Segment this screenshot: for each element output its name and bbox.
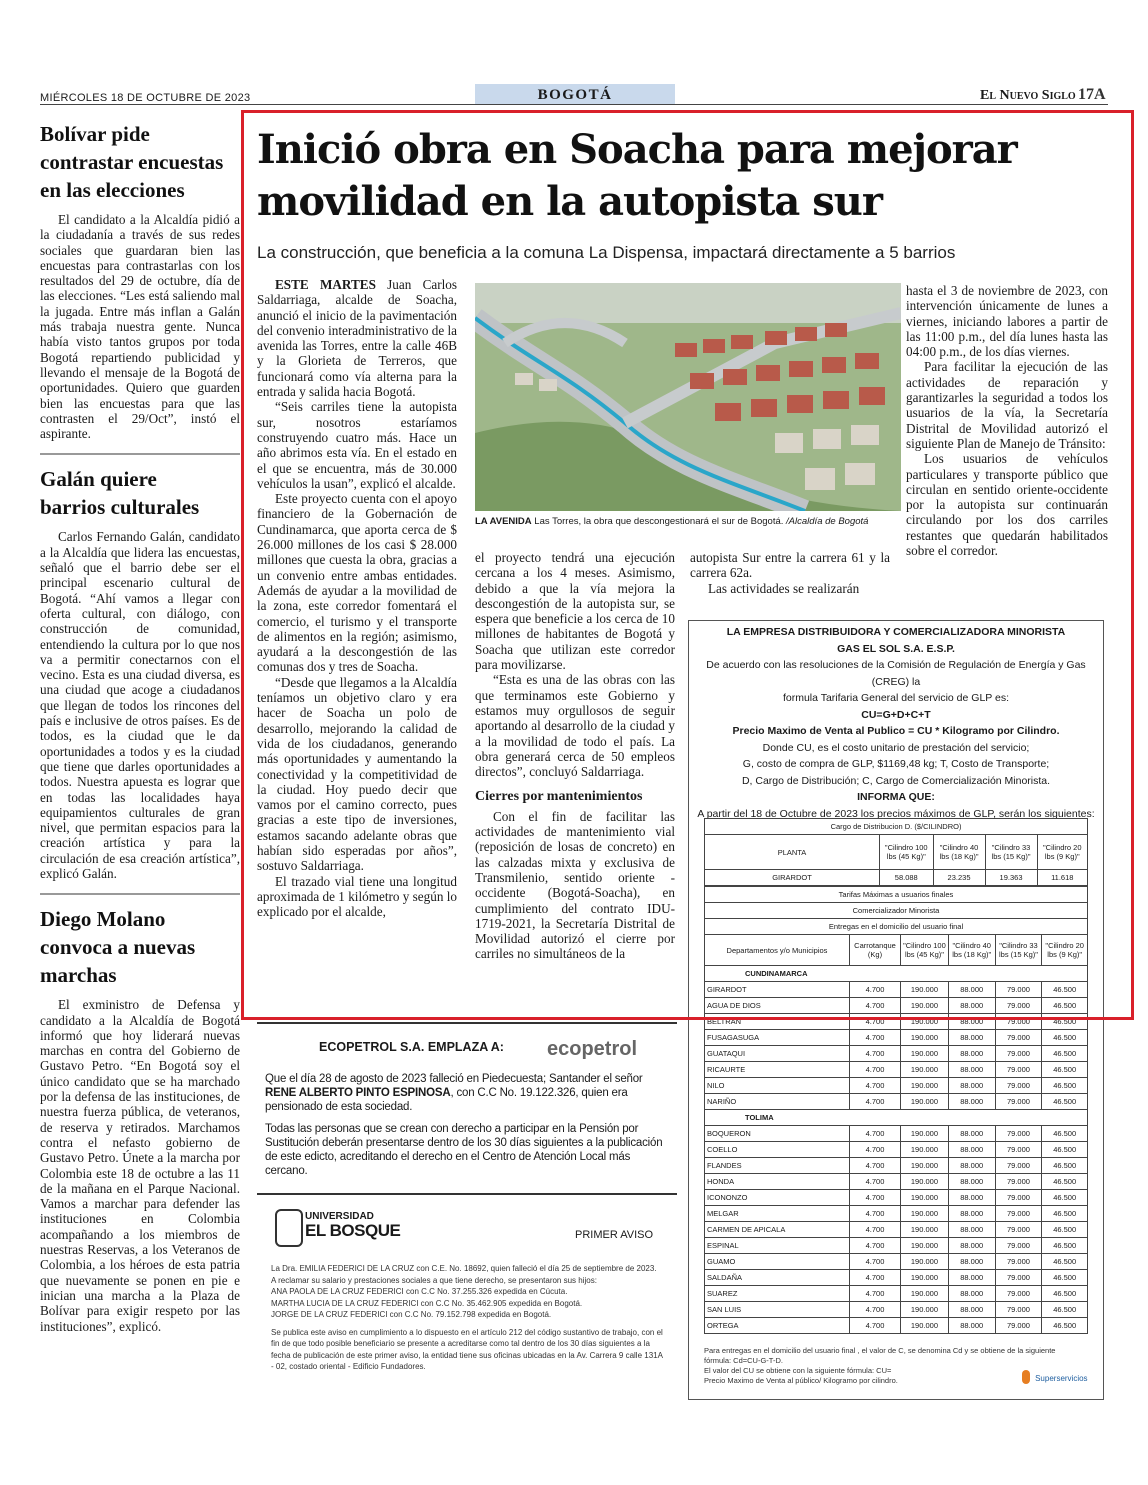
municipality-cell: NARIÑO xyxy=(705,1094,850,1110)
price-cell: 46.500 xyxy=(1042,1190,1088,1206)
price-cell: 79.000 xyxy=(995,1190,1042,1206)
superservicios-logo: Superservicios xyxy=(1022,1366,1088,1385)
table-row xyxy=(705,1318,1088,1334)
municipality-cell: GUAMO xyxy=(705,1254,850,1270)
price-cell: 79.000 xyxy=(995,1158,1042,1174)
main-deck: La construcción, que beneficia a la comuna La Dispensa, impactará directamente a 5 barrios xyxy=(257,243,956,262)
price-cell: 88.000 xyxy=(948,982,995,998)
price-cell: 46.500 xyxy=(1042,1302,1088,1318)
price-cell: 190.000 xyxy=(901,1286,949,1302)
table-row xyxy=(705,1238,1088,1254)
price-cell: 46.500 xyxy=(1042,1270,1088,1286)
price-cell: 46.500 xyxy=(1042,1222,1088,1238)
price-cell: 88.000 xyxy=(948,1270,995,1286)
table-row xyxy=(705,1158,1088,1174)
price-cell: 88.000 xyxy=(948,1158,995,1174)
price-cell: 88.000 xyxy=(948,1142,995,1158)
price-cell: 79.000 xyxy=(995,1014,1042,1030)
price-cell: 4.700 xyxy=(850,998,901,1014)
price-cell: 88.000 xyxy=(948,1254,995,1270)
price-cell: 79.000 xyxy=(995,1286,1042,1302)
photo-caption: LA AVENIDA Las Torres, la obra que descongestionará el sur de Bogotá. /Alcaldía de Bogotá xyxy=(475,516,869,527)
municipality-cell: SALDAÑA xyxy=(705,1270,850,1286)
price-cell: 46.500 xyxy=(1042,1014,1088,1030)
price-cell: 190.000 xyxy=(901,1238,949,1254)
superservicios-icon xyxy=(1022,1370,1030,1384)
distribution-charge-table: Cargo de Distribucion D. ($/CILINDRO) PLANTA "Cilindro 100 lbs (45 Kg)" "Cilindro 40 lbs (18 Kg)" "Cilindro 33 lbs (15 Kg)" "Cilindro 20 lbs (9 Kg)" GIRARDOT 58.088 23.235 19.363 11.618 xyxy=(704,818,1088,886)
price-cell: 190.000 xyxy=(901,1142,949,1158)
gas-notice-footnote: Para entregas en el domicilio del usuario final , el valor de C, se denomina Cd y se obtiene de la siguiente fórmula: Cd=CU-G-T-D. El valor del CU se obtiene con la siguiente fórmula: CU= Precio Maximo de Venta al público/ Kilogramo por cilindro. xyxy=(704,1346,1056,1385)
price-cell: 4.700 xyxy=(850,1190,901,1206)
main-col-3: autopista Sur entre la carrera 61 y la carrera 62a. Las actividades se realizarán xyxy=(690,550,890,596)
price-cell: 4.700 xyxy=(850,1142,901,1158)
highlight-frame xyxy=(241,110,1134,1020)
ecopetrol-notice xyxy=(257,1022,677,1189)
price-cell: 79.000 xyxy=(995,998,1042,1014)
price-cell: 88.000 xyxy=(948,1238,995,1254)
municipality-cell: BELTRAN xyxy=(705,1014,850,1030)
price-cell: 190.000 xyxy=(901,1158,949,1174)
price-cell: 190.000 xyxy=(901,998,949,1014)
price-cell: 79.000 xyxy=(995,982,1042,998)
el-bosque-notice: UNIVERSIDAD EL BOSQUE PRIMER AVISO La Dra. EMILIA FEDERICI DE LA CRUZ con C.E. No. 18692, quien falleció el día 25 de septiembre de 2023. A reclamar su salario y prestaciones sociales a que tiene derecho, se presentaron sus hijos: ANA PAOLA DE LA CRUZ FEDERICI con C.C No. 37.255.326 expedida en Cúcuta. MARTHA LUCIA DE LA CRUZ FEDERICI con C.C No. 35.462.905 expedida en Bogotá. JORGE DE LA CRUZ FEDERICI con C.C No. 79.152.798 expedida en Bogotá. Se publica este aviso en cumplimiento a lo dispuesto en el artículo 212 del código sustantivo de trabajo, con el fin de que todo posible beneficiario se presente a acreditarse como tal dentro de los 30 días siguientes a la fecha de publicación de este primer aviso, la entidad tiene sus oficinas ubicadas en la Av. Carrera 9 calle 131A - 02, costado oriental - Edificio Fundadores. xyxy=(257,1193,677,1405)
price-cell: 190.000 xyxy=(901,1190,949,1206)
table-row xyxy=(705,1254,1088,1270)
el-bosque-body: La Dra. EMILIA FEDERICI DE LA CRUZ con C.E. No. 18692, quien falleció el día 25 de septiembre de 2023. A reclamar su salario y prestaciones sociales a que tiene derecho, se presentaron sus hijos: ANA PAOLA DE LA CRUZ FEDERICI con C.C No. 37.255.326 expedida en Cúcuta. MARTHA LUCIA DE LA CRUZ FEDERICI con C.C No. 35.462.905 expedida en Bogotá. JORGE DE LA CRUZ FEDERICI con C.C No. 79.152.798 expedida en Bogotá. Se publica este aviso en cumplimiento a lo dispuesto en el artículo 212 del código sustantivo de trabajo, con el fin de que todo posible beneficiario se presente a acreditarse como tal dentro de los 30 días siguientes a la fecha de publicación de este primer aviso, la entidad tiene sus oficinas ubicadas en la Av. Carrera 9 calle 131A - 02, costado oriental - Edificio Fundadores. xyxy=(271,1264,663,1371)
price-cell: 190.000 xyxy=(901,1046,949,1062)
divider xyxy=(40,893,240,895)
price-cell: 4.700 xyxy=(850,1254,901,1270)
table-row xyxy=(705,1062,1088,1078)
price-cell: 79.000 xyxy=(995,1174,1042,1190)
municipality-cell: CARMEN DE APICALA xyxy=(705,1222,850,1238)
price-cell: 4.700 xyxy=(850,1126,901,1142)
price-cell: 46.500 xyxy=(1042,1030,1088,1046)
price-cell: 46.500 xyxy=(1042,1094,1088,1110)
price-cell: 46.500 xyxy=(1042,1174,1088,1190)
price-cell: 4.700 xyxy=(850,1238,901,1254)
price-cell: 79.000 xyxy=(995,1062,1042,1078)
price-cell: 190.000 xyxy=(901,1030,949,1046)
story-body-molano: El exministro de Defensa y candidato a la Alcaldía de Bogotá informó que hoy liderará nuevas marchas en contra del Gobierno de Gustavo Petro. “En Bogotá soy el único candidato que se ha marchado por la defensa de las instituciones, de nuestra fuerza pública, de veteranos, de reserva y retirados. Marchamos contra el nefasto gobierno de Gustavo Petro. Únete a la marcha por Colombia este 18 de octubre a las 11 de la mañana en el Parque Nacional. Vamos a marchar para defender las instituciones en Colombia acompañando a los miembros de nuestras Reservas, a los Veteranos de Colombia, a los héroes de esta patria que nuevamente se ponen en pie e inician una marcha a la Plaza de Bolívar para exigir respeto por las instituciones”, explicó. xyxy=(40,997,240,1334)
price-cell: 46.500 xyxy=(1042,982,1088,998)
price-cell: 4.700 xyxy=(850,1014,901,1030)
price-cell: 88.000 xyxy=(948,1286,995,1302)
table-row xyxy=(705,1190,1088,1206)
table-row xyxy=(705,1094,1088,1110)
municipality-cell: SUAREZ xyxy=(705,1286,850,1302)
price-cell: 4.700 xyxy=(850,1158,901,1174)
municipality-cell: ESPINAL xyxy=(705,1238,850,1254)
price-cell: 4.700 xyxy=(850,1270,901,1286)
price-cell: 46.500 xyxy=(1042,1078,1088,1094)
price-cell: 79.000 xyxy=(995,1238,1042,1254)
main-headline: Inició obra en Soacha para mejorar movilidad en la autopista sur xyxy=(257,126,1017,225)
table-row xyxy=(705,1302,1088,1318)
table-row xyxy=(705,1174,1088,1190)
price-cell: 46.500 xyxy=(1042,1318,1088,1334)
table-row xyxy=(705,1030,1088,1046)
price-cell: 46.500 xyxy=(1042,1046,1088,1062)
price-cell: 46.500 xyxy=(1042,1158,1088,1174)
price-cell: 88.000 xyxy=(948,1222,995,1238)
subhead-cierres: Cierres por mantenimientos xyxy=(475,789,643,805)
table-row xyxy=(705,1286,1088,1302)
price-cell: 46.500 xyxy=(1042,1062,1088,1078)
story-title-galan: Galán quiere barrios culturales xyxy=(40,467,200,520)
story-title-molano: Diego Molano convoca a nuevas marchas xyxy=(40,907,196,988)
price-cell: 79.000 xyxy=(995,1270,1042,1286)
price-cell: 46.500 xyxy=(1042,1286,1088,1302)
primer-aviso-label: PRIMER AVISO xyxy=(575,1229,654,1241)
price-cell: 79.000 xyxy=(995,1254,1042,1270)
price-cell: 190.000 xyxy=(901,1270,949,1286)
price-cell: 190.000 xyxy=(901,1094,949,1110)
price-cell: 88.000 xyxy=(948,1126,995,1142)
price-cell: 88.000 xyxy=(948,1030,995,1046)
price-cell: 79.000 xyxy=(995,1302,1042,1318)
price-cell: 79.000 xyxy=(995,1030,1042,1046)
price-cell: 79.000 xyxy=(995,1094,1042,1110)
price-cell: 88.000 xyxy=(948,1190,995,1206)
price-cell: 190.000 xyxy=(901,1126,949,1142)
municipality-cell: GUATAQUI xyxy=(705,1046,850,1062)
price-cell: 88.000 xyxy=(948,1094,995,1110)
price-cell: 190.000 xyxy=(901,1302,949,1318)
gas-notice-header: LA EMPRESA DISTRIBUIDORA Y COMERCIALIZADORA MINORISTA GAS EL SOL S.A. E.S.P. De acuerdo con las resoluciones de la Comisión de Regulación de Energía y Gas (CREG) la formula Tarifaria General del servicio de GLP es: CU=G+D+C+T Precio Maximo de Venta al Publico = CU * Kilogramo por Cilindro. Donde CU, es el costo unitario de prestación del servicio; G, costo de compra de GLP, $1169,48 kg; T, Costo de Transporte; D, Cargo de Distribución; C, Cargo de Comercialización Minorista. INFORMA QUE: A partir del 18 de Octubre de 2023 los precios máximos de GLP, serán los siguientes: xyxy=(697,626,1095,820)
price-cell: 4.700 xyxy=(850,1046,901,1062)
price-cell: 88.000 xyxy=(948,1302,995,1318)
price-cell: 46.500 xyxy=(1042,1126,1088,1142)
main-col-2: el proyecto tendrá una ejecución cercana a los 4 meses. Asimismo, debido a que la vía mejora la descongestión de la autopista sur, se espera que beneficie a los cerca de 10 millones de habitantes de Bogotá y Soacha que utilizan este corredor para movilizarse. “Esta es una de las obras con las que terminamos este Gobierno y estamos muy orgullosos de seguir aportando al desarrollo de la ciudad y a la movilidad de todo el país. La obra generará cerca de 50 empleos directos”, concluyó Saldarriaga. Cierres por mantenimientos Con el fin de facilitar las actividades de mantenimiento vial (reposición de losas de concreto) en las calzadas mixta y exclusiva de Transmilenio, sentido oriente - occidente (Bogotá-Soacha), en cumplimiento del contrato IDU-1719-2021, la Secretaría Distrital de Movilidad autorizó el cierre por carriles no simultáneos de la xyxy=(475,550,675,962)
price-cell: 79.000 xyxy=(995,1126,1042,1142)
municipality-cell: FUSAGASUGA xyxy=(705,1030,850,1046)
price-cell: 4.700 xyxy=(850,1206,901,1222)
price-cell: 190.000 xyxy=(901,1174,949,1190)
section-label: BOGOTÁ xyxy=(475,84,675,104)
price-cell: 46.500 xyxy=(1042,1238,1088,1254)
story-body-galan: Carlos Fernando Galán, candidato a la Alcaldía que lidera las encuestas, señaló que el barrio debe ser el principal escenario cultural de Bogotá. “Ahí vamos a llegar con oferta cultural, con diálogo, con construcción de comunidad, entendiendo la cultura por lo que nos va a permitir conectarnos con el vecino. Esta es una ciudad diversa, es una ciudad que acoge a ciudadanos que llegan de todos los rincones del país e inclusive de otros países. Es de todos, es la ciudad que le da oportunidades a todos y es la ciudad que tiene que darles oportunidades a todos. Nuestra apuesta es lograr que en todas las localidades haya equipamientos culturales de gran nivel, que permitan espacios para la creación artística y para la circulación de esa creación artística”, explicó Galán. xyxy=(40,529,240,881)
price-cell: 4.700 xyxy=(850,1222,901,1238)
story-title-bolivar: Bolívar pide contrastar encuestas en las elecciones xyxy=(40,122,224,202)
price-cell: 190.000 xyxy=(901,1222,949,1238)
table-row xyxy=(705,1270,1088,1286)
table-row xyxy=(705,1046,1088,1062)
municipality-cell: FLANDES xyxy=(705,1158,850,1174)
price-cell: 190.000 xyxy=(901,982,949,998)
municipality-cell: NILO xyxy=(705,1078,850,1094)
price-cell: 4.700 xyxy=(850,1062,901,1078)
price-cell: 88.000 xyxy=(948,998,995,1014)
price-cell: 46.500 xyxy=(1042,1254,1088,1270)
price-cell: 88.000 xyxy=(948,1046,995,1062)
price-cell: 190.000 xyxy=(901,1078,949,1094)
price-cell: 88.000 xyxy=(948,1062,995,1078)
municipality-cell: ICONONZO xyxy=(705,1190,850,1206)
price-cell: 79.000 xyxy=(995,1222,1042,1238)
price-cell: 79.000 xyxy=(995,1078,1042,1094)
main-col-1: ESTE MARTES Juan Carlos Saldarriaga, alcalde de Soacha, anunció el inicio de la pavimentación del convenio interadministrativo de la avenida las Torres, entre la calle 46B y la Glorieta de Terreros, que funcionará como vía alterna para la entrada y salida hacia Bogotá. “Seis carriles tiene la autopista sur, nosotros estaríamos construyendo cuatro más. Hace un año abrimos esta vía. En el estado en el que se encuentra, más de 30.000 vehículos la usan”, explicó el alcalde. Este proyecto cuenta con el apoyo financiero de la Gobernación de Cundinamarca, que aporta cerca de $ 26.000 millones de los casi $ 28.000 millones que cuesta la obra, gracias a un convenio entre ambas entidades. Además de ayudar a la movilidad de la zona, este corredor fomentará el comercio, el turismo y el transporte de alimentos en la región; asimismo, ayudará a la descongestión de las comunas dos y tres de Soacha. “Desde que llegamos a la Alcaldía teníamos un objetivo claro y era hacer de Soacha un polo de desarrollo, mejorando la calidad de vida de los ciudadanos, generando más oportunidades y aumentando la conectividad y la competitividad de la ciudad. Hoy puedo decir que vamos por el camino correcto, pues gracias a este tipo de inversiones, estamos sacando adelante obras que habían sido esperadas por años”, sostuvo Saldarriaga. El trazado vial tiene una longitud aproximada de 1 kilómetro y según lo explicado por el alcalde, xyxy=(257,277,457,920)
price-cell: 190.000 xyxy=(901,1254,949,1270)
divider xyxy=(40,453,240,455)
table-row xyxy=(705,1078,1088,1094)
price-cell: 46.500 xyxy=(1042,998,1088,1014)
price-cell: 79.000 xyxy=(995,1206,1042,1222)
price-cell: 46.500 xyxy=(1042,1206,1088,1222)
municipality-cell: BOQUERON xyxy=(705,1126,850,1142)
price-cell: 4.700 xyxy=(850,1030,901,1046)
municipality-cell: MELGAR xyxy=(705,1206,850,1222)
municipality-cell: ORTEGA xyxy=(705,1318,850,1334)
price-cell: 88.000 xyxy=(948,1014,995,1030)
ecopetrol-p1: Que el día 28 de agosto de 2023 falleció en Piedecuesta; Santander el señor RENE ALBERTO PINTO ESPINOSA, con C.C No. 19.122.326, quien era pensionado de esta sociedad. xyxy=(265,1073,643,1113)
price-cell: 4.700 xyxy=(850,1094,901,1110)
price-cell: 190.000 xyxy=(901,1318,949,1334)
price-cell: 79.000 xyxy=(995,1046,1042,1062)
left-column xyxy=(40,120,240,1334)
ecopetrol-p2: Todas las personas que se crean con derecho a participar en la Pensión por Sustitución deberán presentarse dentro de los 30 días siguientes a la publicación de este edicto, acreditando el derecho en el Centro de Atención Local más cercano. xyxy=(265,1123,663,1177)
price-cell: 79.000 xyxy=(995,1318,1042,1334)
edition-date: MIÉRCOLES 18 DE OCTUBRE DE 2023 xyxy=(40,92,251,104)
price-cell: 4.700 xyxy=(850,1174,901,1190)
price-cell: 46.500 xyxy=(1042,1142,1088,1158)
price-cell: 190.000 xyxy=(901,1014,949,1030)
municipality-cell: GIRARDOT xyxy=(705,982,850,998)
price-cell: 88.000 xyxy=(948,1318,995,1334)
header-rule xyxy=(40,104,1108,105)
municipality-cell: COELLO xyxy=(705,1142,850,1158)
table-row xyxy=(705,1206,1088,1222)
el-bosque-crest-icon xyxy=(275,1209,303,1247)
ecopetrol-title: ECOPETROL S.A. EMPLAZA A: xyxy=(319,1040,504,1054)
municipality-cell: SAN LUIS xyxy=(705,1302,850,1318)
price-cell: 88.000 xyxy=(948,1206,995,1222)
price-cell: 88.000 xyxy=(948,1078,995,1094)
newspaper-name: El Nuevo Siglo xyxy=(980,88,1076,103)
municipality-cell: RICAURTE xyxy=(705,1062,850,1078)
price-cell: 79.000 xyxy=(995,1142,1042,1158)
municipality-cell: HONDA xyxy=(705,1174,850,1190)
lead-in: ESTE MARTES xyxy=(275,277,376,292)
ecopetrol-logo: ecopetrol xyxy=(547,1038,638,1060)
municipality-cell: AGUA DE DIOS xyxy=(705,998,850,1014)
max-tariffs-table: Tarifas Máximas a usuarios finales Comercializador Minorista Entregas en el domicilio del usuario final Departamentos y/o Municipios Carrotanque (Kg) "Cilindro 100 lbs (45 Kg)" "Cilindro 40 lbs (18 Kg)" "Cilindro 33 lbs (15 Kg)" "Cilindro 20 lbs (9 Kg)" CUNDINAMARCA GIRARDOT 4.700 190.000 88.000 79.000 46.500 AGUA DE DIOS 4.700 190.000 88.000 79.000 46.500 BELTRAN 4.700 190.000 88.000 79.000 46.500 FUSAGASUGA 4.700 190.000 88.000 79.000 46.500 GUATAQUI 4.700 190.000 88.000 79.000 46.500 RICAURTE 4.700 190.000 88.000 79.000 46.500 NILO 4.700 190.000 88.000 79.000 46.500 NARIÑO 4.700 190.000 88.000 79.000 46.500 TOLIMA BOQUERON 4.700 190.000 88.000 79.000 46.500 COELLO 4.700 190.000 88.000 79.000 46.500 FLANDES 4.700 190.000 88.000 79.000 46.500 HONDA 4.700 190.000 88.000 79.000 46.500 ICONONZO 4.700 190.000 88.000 79.000 46.500 MELGAR 4.700 190.000 88.000 79.000 46.500 CARMEN DE APICALA 4.700 190.000 88.000 79.000 46.500 ESPINAL 4.700 190.000 88.000 79.000 46.500 GUAMO 4.700 190.000 88.000 79.000 46.500 SALDAÑA 4.700 190.000 88.000 79.000 46.500 SUAREZ 4.700 190.000 88.000 79.000 46.500 SAN LUIS 4.700 190.000 88.000 79.000 46.500 ORTEGA 4.700 190.000 88.000 79.000 46.500 xyxy=(704,886,1088,1334)
table-row xyxy=(705,1142,1088,1158)
price-cell: 190.000 xyxy=(901,1206,949,1222)
price-cell: 88.000 xyxy=(948,1174,995,1190)
main-col-4: hasta el 3 de noviembre de 2023, con intervención únicamente de lunes a viernes, iniciando labores a partir de las 11:00 p.m., del día lunes hasta las 04:00 p.m., de los días viernes. Para facilitar la ejecución de las actividades de reparación y garantizarles la seguridad a todos los usuarios de la vía, la Secretaría Distrital de Movilidad autorizó el siguiente Plan de Manejo de Tránsito: Los usuarios de vehículos particulares y transporte público que circulan en sentido oriente-occidente por la autopista sur continuarán circulando por los dos carriles restantes que quedarán habilitados sobre el corredor. xyxy=(906,283,1108,559)
department-row: CUNDINAMARCA xyxy=(705,966,1088,982)
price-cell: 4.700 xyxy=(850,1286,901,1302)
story-body-bolivar: El candidato a la Alcaldía pidió a la ciudadanía a través de sus redes sociales que guardaran bien las encuestas para contrastarlas con los resultados del 29 de octubre, día de las elecciones. “Les está saliendo mal la jugada. Entre más inflan a Galán más trabaja nuestra gente. Nunca había visto tantos grupos por toda Bogotá repartiendo publicidad y llevando el mensaje de la Bogotá de oportunidades. Quiero que guarden bien las encuestas para que las contrasten el 29/Oct”, instó el aspirante. xyxy=(40,212,240,442)
department-row: TOLIMA xyxy=(705,1110,1088,1126)
price-cell: 4.700 xyxy=(850,1302,901,1318)
price-cell: 4.700 xyxy=(850,1078,901,1094)
table-row xyxy=(705,1126,1088,1142)
table-row xyxy=(705,1222,1088,1238)
price-cell: 190.000 xyxy=(901,1062,949,1078)
price-cell: 4.700 xyxy=(850,1318,901,1334)
price-cell: 4.700 xyxy=(850,982,901,998)
page-number: 17A xyxy=(1078,86,1106,103)
